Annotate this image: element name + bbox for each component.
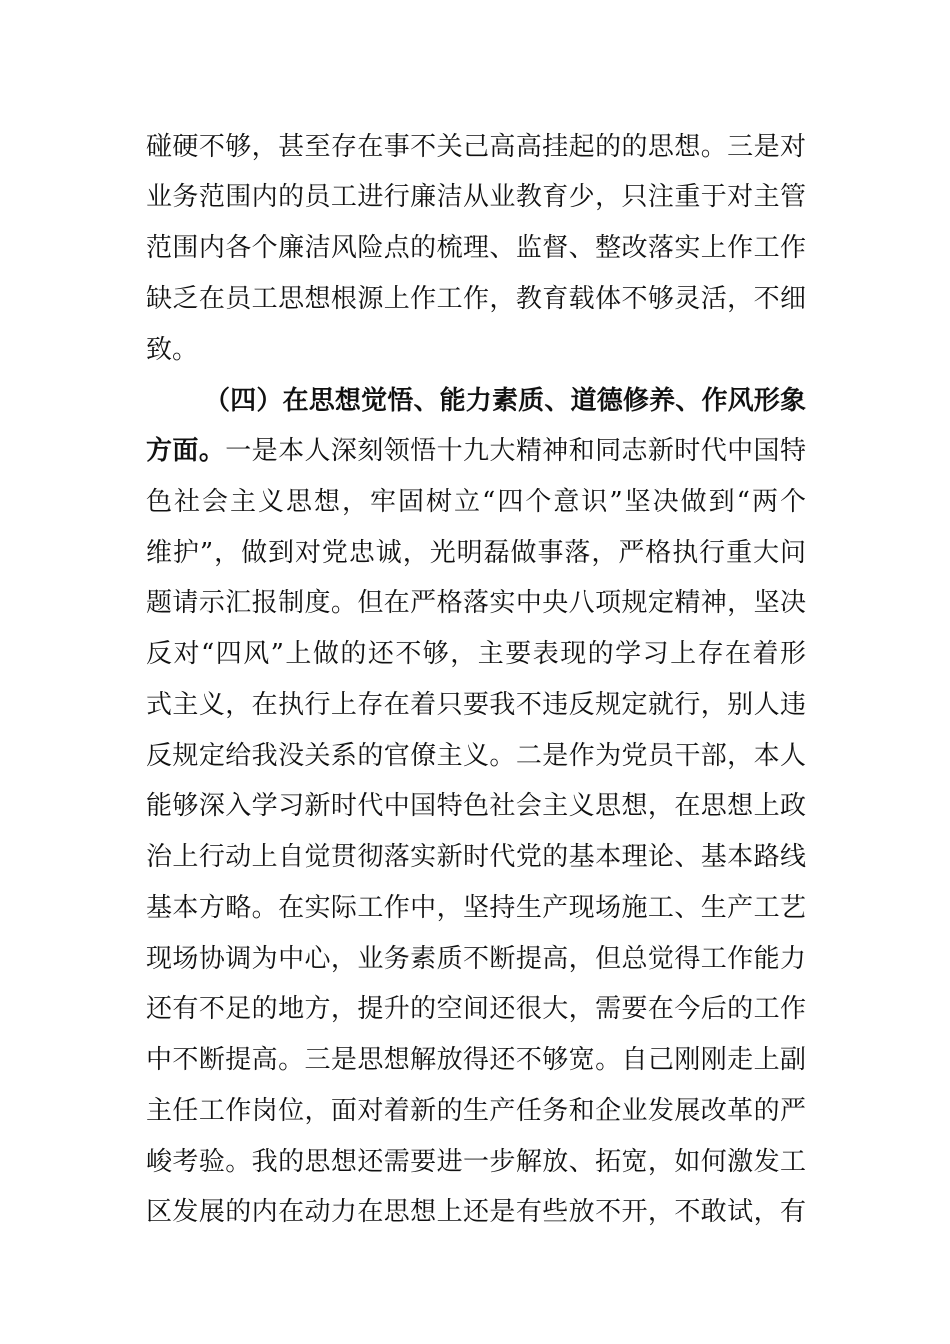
- text-line: 能够深入学习新时代中国特色社会主义思想，在思想上政: [146, 791, 806, 821]
- text-line: 现场协调为中心，业务素质不断提高，但总觉得工作能力: [146, 944, 806, 974]
- text-line: 题请示汇报制度。但在严格落实中央八项规定精神，坚决: [146, 588, 806, 618]
- text-line: 反规定给我没关系的官僚主义。二是作为党员干部，本人: [146, 741, 806, 771]
- text-line: 碰硬不够，甚至存在事不关己高高挂起的的思想。三是对: [146, 132, 806, 162]
- text-line: 缺乏在员工思想根源上作工作，教育载体不够灵活，不细: [146, 284, 806, 314]
- section-heading: （四）在思想觉悟、能力素质、道德修养、作风形象: [204, 386, 806, 416]
- text-line: 治上行动上自觉贯彻落实新时代党的基本理论、基本路线: [146, 842, 806, 872]
- text-line: 色社会主义思想，牢固树立“四个意识”坚决做到“两个: [146, 487, 806, 517]
- text-line: 主任工作岗位，面对着新的生产任务和企业发展改革的严: [146, 1096, 806, 1126]
- text-line: 致。: [146, 335, 199, 365]
- text-line: 范围内各个廉洁风险点的梳理、监督、整改落实上作工作: [146, 233, 806, 263]
- text-line: 中不断提高。三是思想解放得还不够宽。自己刚刚走上副: [146, 1045, 806, 1075]
- text-span: 一是本人深刻领悟十九大精神和同志新时代中国特: [225, 436, 806, 466]
- text-line: 维护”，做到对党忠诚，光明磊做事落，严格执行重大问: [146, 538, 806, 568]
- text-line: 峻考验。我的思想还需要进一步解放、拓宽，如何激发工: [146, 1147, 806, 1177]
- text-line: 还有不足的地方，提升的空间还很大，需要在今后的工作: [146, 994, 806, 1024]
- text-line: 基本方略。在实际工作中，坚持生产现场施工、生产工艺: [146, 893, 806, 923]
- text-line: 业务范围内的员工进行廉洁从业教育少，只注重于对主管: [146, 182, 806, 212]
- text-line: [146, 426, 806, 476]
- text-line: 区发展的内在动力在思想上还是有些放不开，不敢试，有: [146, 1197, 806, 1227]
- section-heading-end: 方面。: [146, 436, 226, 466]
- text-line: 式主义，在执行上存在着只要我不违反规定就行，别人违: [146, 690, 806, 720]
- text-line: 反对“四风”上做的还不够，主要表现的学习上存在着形: [146, 639, 806, 669]
